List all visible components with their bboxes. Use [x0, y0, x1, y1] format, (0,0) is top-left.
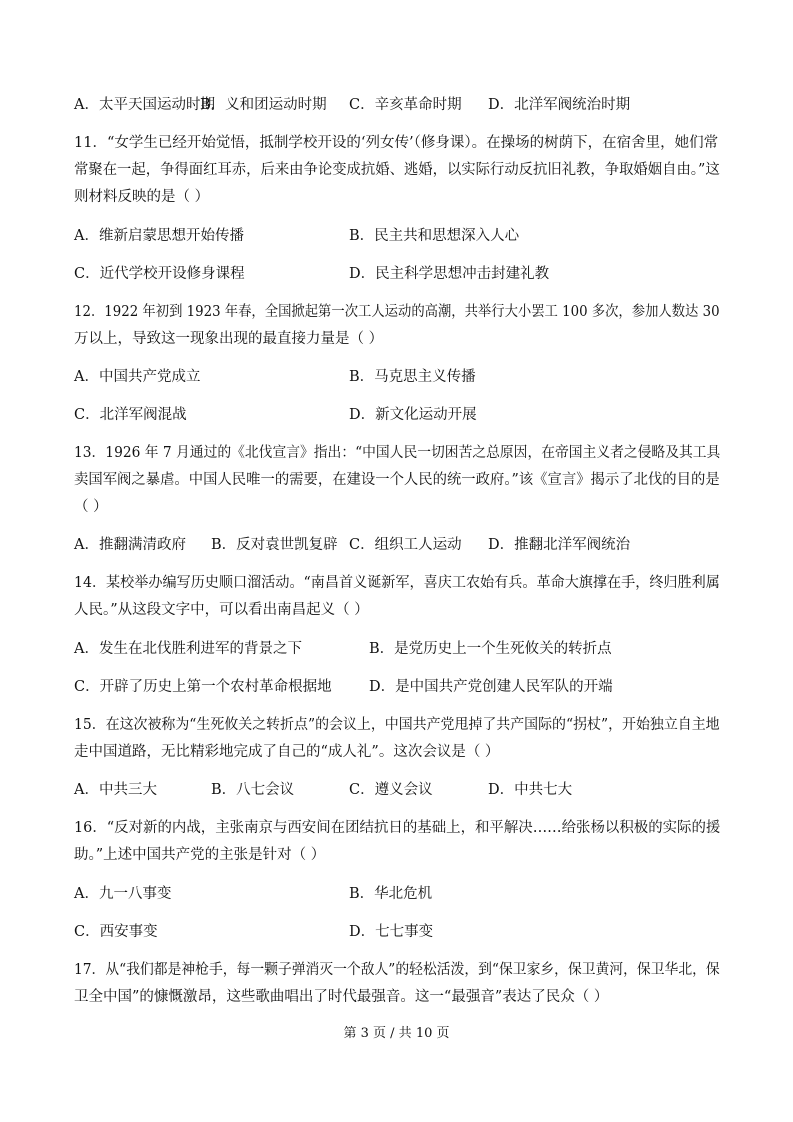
q16-option-d: D．七七事变: [349, 924, 434, 940]
q10-option-c: C．辛亥革命时期: [349, 97, 462, 113]
q13-option-a: A．推翻满清政府: [74, 537, 186, 553]
q12-stem-line: 12．1922 年初到 1923 年春，全国掀起第一次工人运动的高潮，共举行大小罢工 100 多次，参加人数达 30: [74, 304, 720, 320]
q17-stem-line: 卫全中国”的慷慨激昂，这些歌曲唱出了时代最强音。这一“最强音”表达了民众（ ）: [74, 989, 609, 1005]
q16-stem-line: 16．“反对新的内战，主张南京与西安间在团结抗日的基础上，和平解决……给张杨以积极的实际的援: [74, 820, 721, 836]
q12-stem-line: 万以上，导致这一现象出现的最直接力量是（ ）: [74, 331, 384, 347]
q11-stem-line: 常聚在一起，争得面红耳赤，后来由争论变成抗婚、逃婚，以实际行动反抗旧礼教，争取婚姻自由。”这: [74, 162, 720, 178]
q11-option-c: C．近代学校开设修身课程: [74, 266, 245, 282]
page-footer: 第 3 页 / 共 10 页: [343, 1026, 450, 1041]
q13-stem-line: 卖国军阀之暴虐。中国人民唯一的需要，在建设一个人民的统一政府。”该《宣言》揭示了北伐的目的是: [74, 472, 720, 488]
q11-stem-line: 11．“女学生已经开始觉悟，抵制学校开设的‘列女传’（修身课）。在操场的树荫下，在宿舍里，她们常: [74, 135, 719, 151]
q12-option-c: C．北洋军阀混战: [74, 407, 187, 423]
q13-stem-line: 13．1926 年 7 月通过的《北伐宣言》指出：“中国人民一切困苦之总原因，在帝国主义者之侵略及其工具: [74, 445, 721, 461]
q15-stem-line: 15．在这次被称为“生死攸关之转折点”的会议上，中国共产党甩掉了共产国际的“拐杖”，开始独立自主地: [74, 717, 720, 733]
q13-option-c: C．组织工人运动: [349, 537, 462, 553]
q15-option-a: A．中共三大: [74, 782, 157, 798]
q11-option-a: A．维新启蒙思想开始传播: [74, 228, 244, 244]
q10-option-b: B．义和团运动时期: [200, 97, 327, 113]
q11-option-b: B．民主共和思想深入人心: [349, 228, 520, 244]
q11-option-d: D．民主科学思想冲击封建礼教: [349, 266, 550, 282]
q14-option-c: C．开辟了历史上第一个农村革命根据地: [74, 679, 332, 695]
q10-option-a: A．太平天国运动时期: [74, 97, 215, 113]
q13-stem-line: （ ）: [74, 499, 108, 515]
q16-option-b: B．华北危机: [349, 886, 433, 902]
q14-option-b: B．是党历史上一个生死攸关的转折点: [369, 641, 612, 657]
q15-option-c: C．遵义会议: [349, 782, 433, 798]
q14-stem-line: 14．某校举办编写历史顺口溜活动。“南昌首义诞新军，喜庆工农始有兵。革命大旗撑在手，终归胜利属: [74, 575, 720, 591]
q16-stem-line: 助。”上述中国共产党的主张是针对（ ）: [74, 847, 326, 863]
q14-option-a: A．发生在北伐胜利进军的背景之下: [74, 641, 302, 657]
q12-option-d: D．新文化运动开展: [349, 407, 477, 423]
q14-stem-line: 人民。”从这段文字中，可以看出南昌起义（ ）: [74, 602, 369, 618]
q15-option-b: B．八七会议: [211, 782, 295, 798]
q13-option-d: D．推翻北洋军阀统治: [488, 537, 631, 553]
q16-option-a: A．九一八事变: [74, 886, 172, 902]
q15-stem-line: 走中国道路，无比精彩地完成了自己的“成人礼”。这次会议是（ ）: [74, 744, 500, 760]
q12-option-b: B．马克思主义传播: [349, 369, 476, 385]
q15-option-d: D．中共七大: [488, 782, 573, 798]
q11-stem-line: 则材料反映的是（ ）: [74, 189, 210, 205]
q14-option-d: D．是中国共产党创建人民军队的开端: [369, 679, 613, 695]
q10-option-d: D．北洋军阀统治时期: [488, 97, 631, 113]
q12-option-a: A．中国共产党成立: [74, 369, 201, 385]
q13-option-b: B．反对袁世凯复辟: [211, 537, 338, 553]
q16-option-c: C．西安事变: [74, 924, 158, 940]
q17-stem-line: 17．从“我们都是神枪手，每一颗子弹消灭一个敌人”的轻松活泼，到“保卫家乡，保卫黄河，保卫华北，保: [74, 962, 720, 978]
